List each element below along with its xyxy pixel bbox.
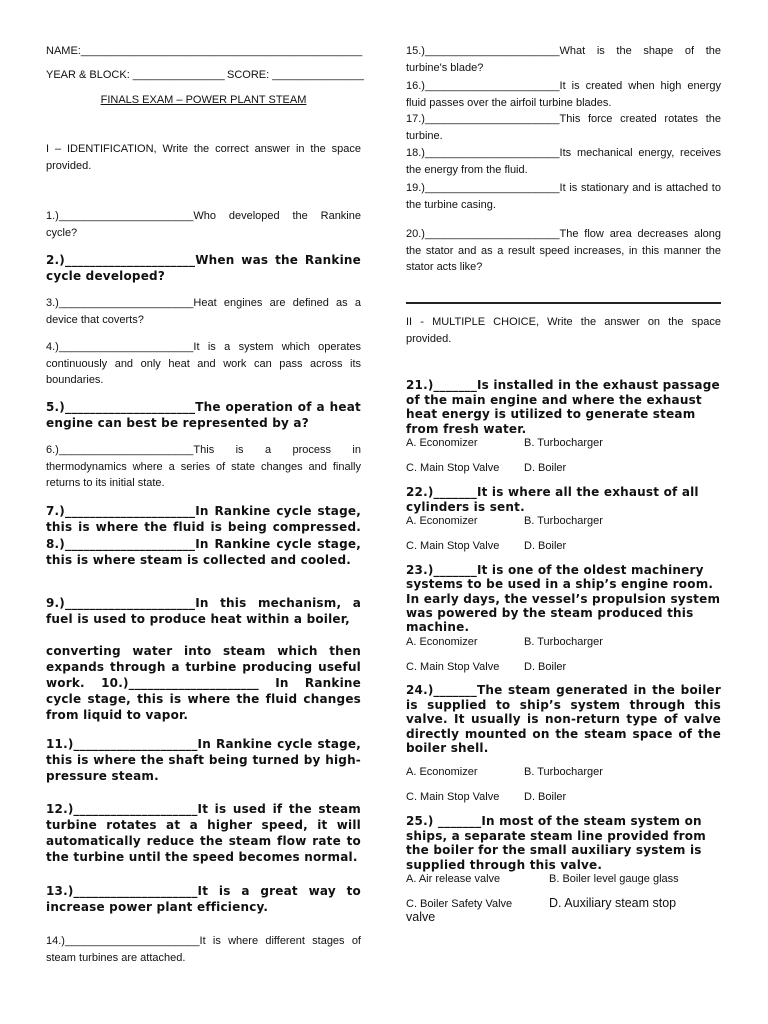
question-3: 3.)______________________Heat engines are defined as a device that coverts? — [46, 297, 361, 326]
q25-option-c: C. Boiler Safety Valve — [406, 898, 513, 910]
q25-option-b: B. Boiler level gauge glass — [549, 873, 679, 885]
question-6: 6.)______________________This is a process in thermodynamics where a series of state changes and finally returns to its initial state. — [46, 444, 361, 489]
q21-option-a: A. Economizer — [406, 437, 478, 449]
question-7-8: 7.)_____________________In Rankine cycle stage, this is where the fluid is being compressed. 8.)_____________________In Rankine cycle stage, this is where steam is collected and cooled. — [46, 504, 361, 567]
question-1: 1.)______________________Who developed the Rankine cycle? — [46, 210, 361, 239]
section2-instructions: II - MULTIPLE CHOICE, Write the answer on the space provided. — [406, 316, 721, 345]
question-12: 12.)____________________It is used if the steam turbine rotates at a higher speed, it will automatically reduce the steam flow rate to the turbine until the speed becomes normal. — [46, 802, 361, 864]
question-20: 20.)______________________The flow area decreases along the stator and as a result speed increases, in this manner the stator acts like? — [406, 228, 721, 273]
q25-option-d-continued: valve — [406, 910, 436, 924]
score-field[interactable]: SCORE: _______________ — [227, 69, 364, 81]
name-field[interactable]: NAME:______________________________________________ — [46, 45, 363, 57]
question-15: 15.)______________________What is the shape of the turbine's blade? — [406, 45, 721, 74]
q22-option-b: B. Turbocharger — [524, 515, 603, 527]
q24-option-a: A. Economizer — [406, 766, 478, 778]
question-17: 17.)______________________This force created rotates the turbine. — [406, 113, 721, 142]
q25-option-a: A. Air release valve — [406, 873, 501, 885]
exam-title: FINALS EXAM – POWER PLANT STEAM — [100, 94, 307, 106]
q23-option-d: D. Boiler — [524, 661, 567, 673]
question-5: 5.)_____________________The operation of a heat engine can best be represented by a? — [46, 400, 361, 430]
question-19: 19.)______________________It is stationary and is attached to the turbine casing. — [406, 182, 721, 211]
q22-option-c: C. Main Stop Valve — [406, 540, 500, 552]
q22-option-a: A. Economizer — [406, 515, 478, 527]
q24-option-d: D. Boiler — [524, 791, 567, 803]
q23-option-c: C. Main Stop Valve — [406, 661, 500, 673]
q23-option-b: B. Turbocharger — [524, 636, 603, 648]
question-25: 25.) _______In most of the steam system on ships, a separate steam line provided from the boiler for the small auxiliary system is supplied through this valve. — [406, 814, 706, 872]
question-21: 21.)_______Is installed in the exhaust passage of the main engine and where the exhaust heat energy is utilized to generate steam from fresh water. — [406, 378, 720, 436]
question-9-10: converting water into steam which then expands through a turbine producing useful work. 10.)_____________________ In Rankine cycle stage, this is where the fluid changes from liquid to vapor. — [46, 644, 361, 722]
section-divider — [406, 302, 721, 304]
question-14: 14.)______________________It is where different stages of steam turbines are attached. — [46, 935, 361, 964]
question-13: 13.)____________________It is a great way to increase power plant efficiency. — [46, 884, 361, 914]
section1-instructions: I – IDENTIFICATION, Write the correct answer in the space provided. — [46, 143, 361, 172]
question-22: 22.)_______It is where all the exhaust of all cylinders is sent. — [406, 485, 699, 514]
q21-option-b: B. Turbocharger — [524, 437, 603, 449]
q21-option-d: D. Boiler — [524, 462, 567, 474]
q23-option-a: A. Economizer — [406, 636, 478, 648]
question-4: 4.)______________________It is a system which operates continuously and only heat and work can pass across its boundaries. — [46, 341, 361, 386]
question-16: 16.)______________________It is created when high energy fluid passes over the airfoil turbine blades. — [406, 80, 721, 109]
question-9: 9.)_____________________In this mechanism, a fuel is used to produce heat within a boiler, — [46, 596, 361, 626]
question-18: 18.)______________________Its mechanical energy, receives the energy from the fluid. — [406, 147, 721, 176]
year-block-field[interactable]: YEAR & BLOCK: _______________ — [46, 69, 225, 81]
question-23: 23.)_______It is one of the oldest machinery systems to be used in a ship’s engine room. In early days, the vessel’s propulsion system was powered by the steam produced this machine. — [406, 563, 721, 635]
question-11: 11.)____________________In Rankine cycle stage, this is where the shaft being turned by high-pressure steam. — [46, 737, 361, 783]
q22-option-d: D. Boiler — [524, 540, 567, 552]
q24-option-b: B. Turbocharger — [524, 766, 603, 778]
question-24: 24.)_______The steam generated in the boiler is supplied to ship’s system through this valve. It usually is non-return type of valve directly mounted on the steam space of the boiler shell. — [406, 683, 721, 755]
q24-option-c: C. Main Stop Valve — [406, 791, 500, 803]
q25-option-d: D. Auxiliary steam stop — [549, 896, 677, 910]
question-2: 2.)_____________________When was the Rankine cycle developed? — [46, 253, 361, 283]
q21-option-c: C. Main Stop Valve — [406, 462, 500, 474]
